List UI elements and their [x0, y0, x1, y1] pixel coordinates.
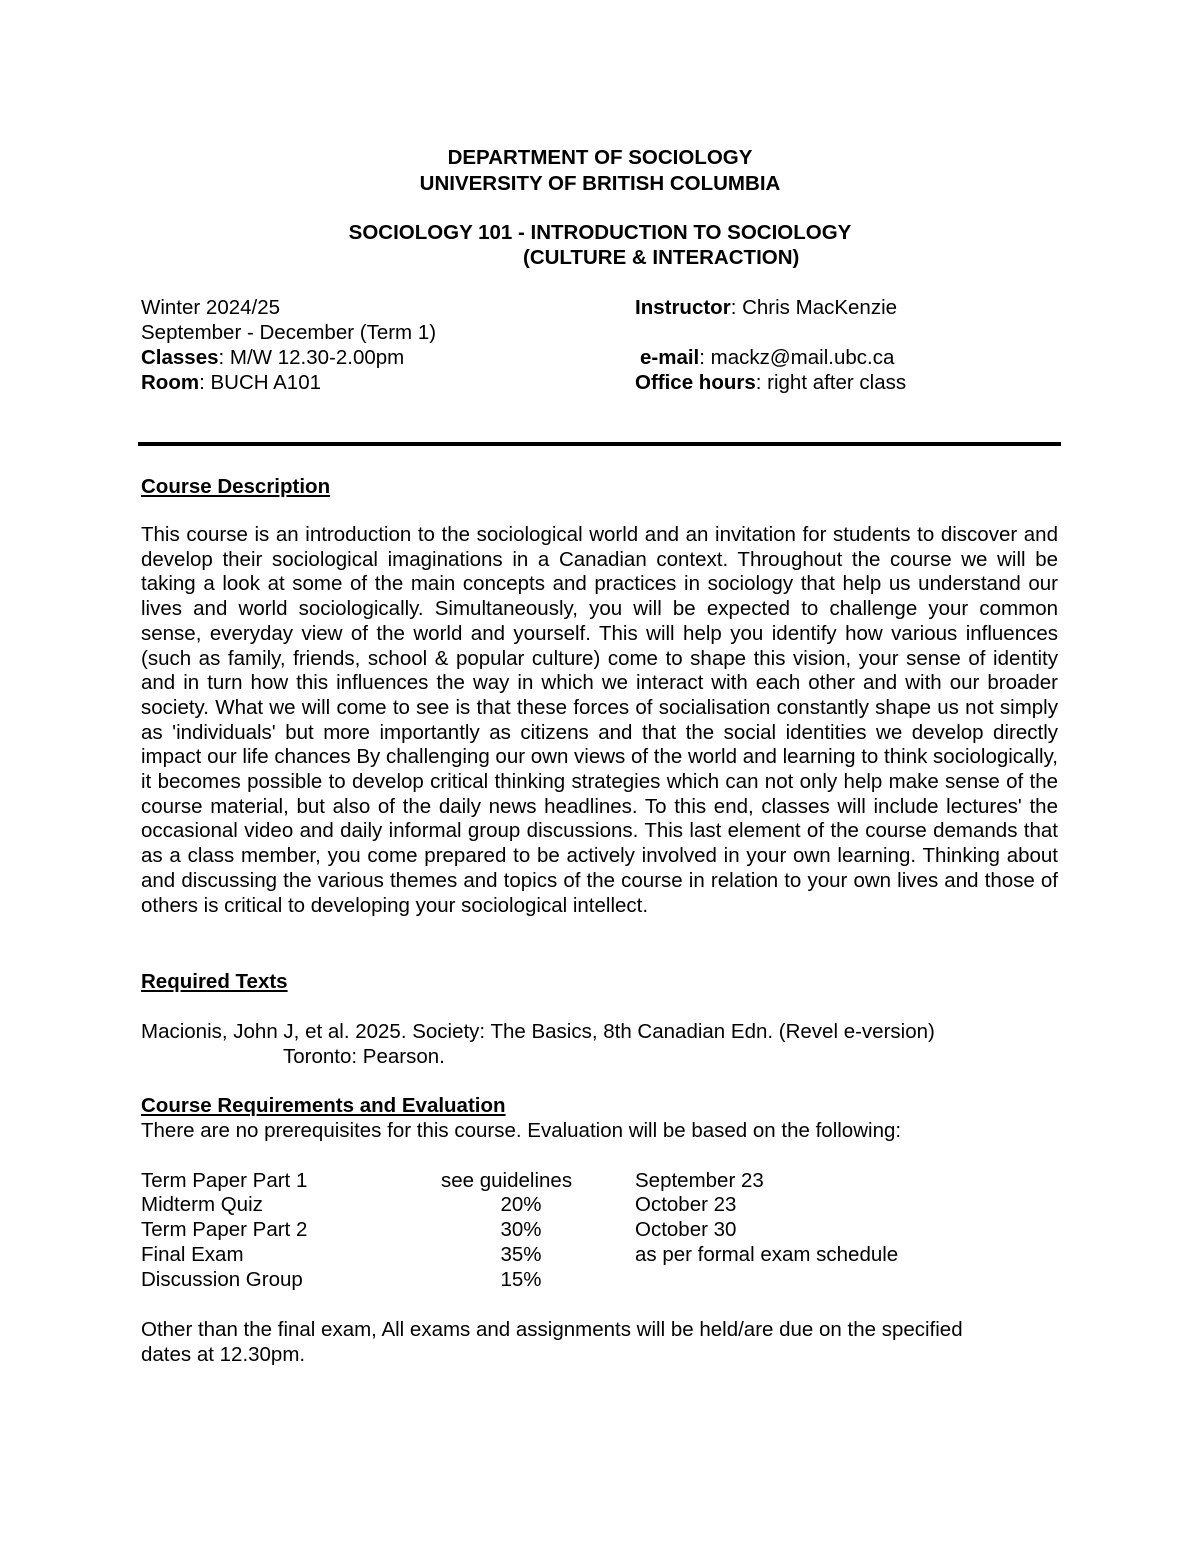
room-label: Room [141, 371, 200, 394]
course-title: SOCIOLOGY 101 - INTRODUCTION TO SOCIOLOGY [348, 221, 852, 244]
office-hours-value: : right after class [755, 371, 907, 394]
due-note-line2: dates at 12.30pm. [141, 1343, 306, 1366]
item-name: Term Paper Part 2 [141, 1218, 308, 1241]
textbook-citation-line1: Macionis, John J, et al. 2025. Society: The Basics, 8th Canadian Edn. (Revel e-version) [141, 1020, 935, 1043]
instructor-line [635, 296, 897, 320]
required-texts-heading: Required Texts [141, 970, 288, 993]
instructor-value: : Chris MacKenzie [730, 296, 898, 319]
item-due: October 30 [635, 1218, 737, 1241]
term-text: Winter 2024/25 [141, 296, 281, 319]
email-line [640, 346, 894, 370]
item-weight: 15% [500, 1268, 542, 1291]
email-label: e-mail [640, 346, 700, 369]
office-hours-line [635, 371, 906, 395]
item-name: Final Exam [141, 1243, 244, 1266]
requirements-intro: There are no prerequisites for this course. Evaluation will be based on the following: [141, 1119, 902, 1142]
course-subtitle: (CULTURE & INTERACTION) [523, 246, 800, 269]
header-divider [138, 442, 1061, 446]
department-heading: DEPARTMENT OF SOCIOLOGY [447, 146, 753, 169]
textbook-citation-line2: Toronto: Pearson. [283, 1045, 445, 1068]
classes-value: : M/W 12.30-2.00pm [218, 346, 405, 369]
course-description-text: This course is an introduction to the sociological world and an invitation for students to discover and develop their sociological imaginations in a Canadian context. Throughout the course we will be taking a look at some of the main concepts and practices in sociology that help us understand our lives and world sociologically. Simultaneously, you will be expected to challenge your common sense, everyday view of the world and yourself. This will help you identify how various influences (such as family, friends, school & popular culture) come to shape this vision, your sense of identity and in turn how this influences the way in which we interact with each other and with our broader society. What we will come to see is that these forces of socialisation constantly shape us not simply as 'individuals' but more importantly as citizens and that the social identities we develop directly impact our life chances By challenging our own views of the world and learning to think sociologically, it becomes possible to develop critical thinking strategies which can not only help make sense of the course material, but also of the daily news headlines. To this end, classes will include lectures' the occasional video and daily informal group discussions. This last element of the course demands that as a class member, you come prepared to be actively involved in your own learning. Thinking about and discussing the various themes and topics of the course in relation to your own lives and those of others is critical to developing your sociological intellect. [141, 523, 1058, 917]
due-note-line1: Other than the final exam, All exams and assignments will be held/are due on the specified [141, 1318, 963, 1341]
item-due: October 23 [635, 1193, 737, 1216]
office-hours-label: Office hours [635, 371, 756, 394]
item-weight: 35% [500, 1243, 542, 1266]
email-value: : mackz@mail.ubc.ca [699, 346, 895, 369]
item-weight: 20% [500, 1193, 542, 1216]
room-line [141, 371, 321, 395]
instructor-label: Instructor [635, 296, 731, 319]
room-value: : BUCH A101 [199, 371, 321, 394]
item-weight: see guidelines [441, 1169, 573, 1192]
item-name: Discussion Group [141, 1268, 303, 1291]
item-weight: 30% [500, 1218, 542, 1241]
item-name: Midterm Quiz [141, 1193, 263, 1216]
requirements-heading: Course Requirements and Evaluation [141, 1094, 506, 1117]
classes-label: Classes [141, 346, 219, 369]
item-due: as per formal exam schedule [635, 1243, 899, 1266]
item-due: September 23 [635, 1169, 764, 1192]
university-heading: UNIVERSITY OF BRITISH COLUMBIA [419, 172, 781, 195]
months-text: September - December (Term 1) [141, 321, 437, 344]
item-name: Term Paper Part 1 [141, 1169, 308, 1192]
classes-line [141, 346, 404, 370]
course-description-heading: Course Description [141, 475, 331, 498]
